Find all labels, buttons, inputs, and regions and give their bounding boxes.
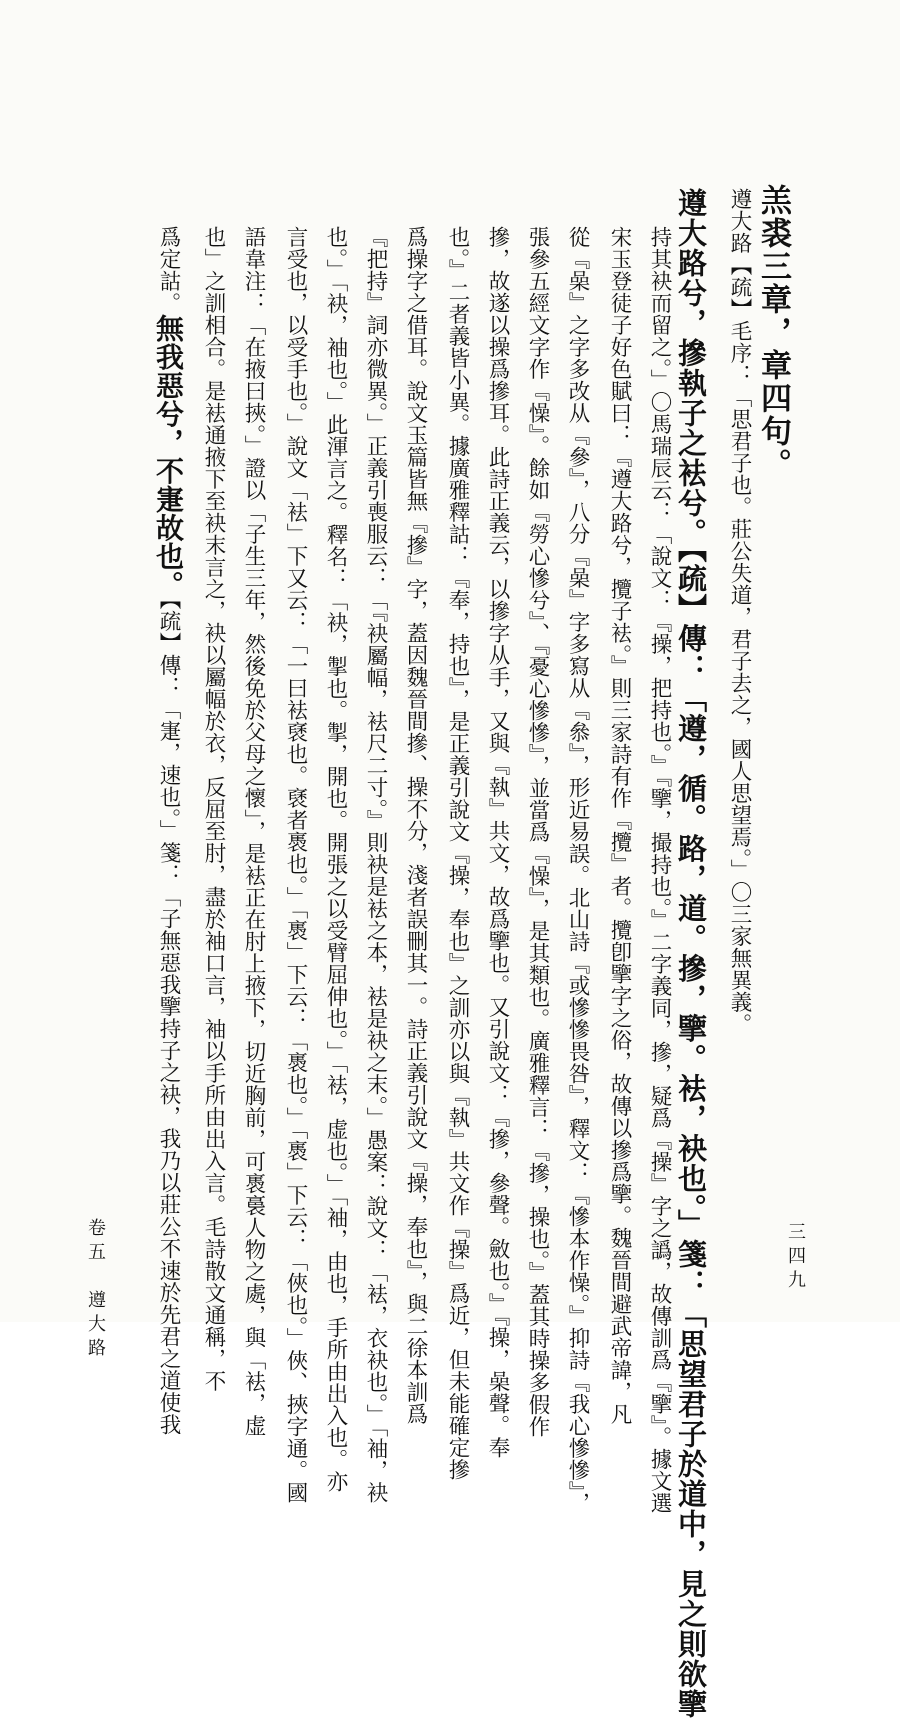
commentary-column-15: 也」之訓相合。是袪通掖下至袂末言之，袂以屬幅於衣，反屈至肘，盡於袖口言，袖以手所由出入言。毛詩散文通稱，不 [201,226,226,1392]
chapter-footer: 卷五 遵大路 [85,1218,106,1362]
commentary-column-14: 語韋注：「在掖曰挾。」證以「子生三年，然後免於父母之懷」，是袪正在肘上掖下，切近胸前，可褭裛人物之處，與「袪，虚 [241,226,266,1437]
commentary-fragment: 【疏】傳：「寁，速也。」箋：「子無惡我擥持子之袂，我乃以莊公不速於先君之道使我 [156,599,181,1436]
commentary-column-13: 言受也，以受手也。」說文「袪」下又云：「一曰袪褎也。褎者褭也。」「褭」下云：「褭也。」「褭」下云：「俠也。」俠、挾字通。國 [283,226,308,1504]
commentary-column-4: 持其袂而留之。」〇馬瑞辰云：「說文：『操，把持也。』『擥，撮持也。』二字義同，摻，疑爲『操』字之譌，故傳訓爲『擥』。據文選 [647,226,672,1515]
page-number: 三四九 [785,1222,806,1294]
commentary-fragment: 爲定詁。 [156,226,181,314]
poem-verse-2: 無我惡兮，不寁故也。 [152,314,185,599]
commentary-column-9: 也。』二者義皆小異。據廣雅釋詁：『奉，持也』，是正義引說文『操，奉也』之訓亦以與『執』共文作『操』爲近，但未能確定摻 [445,226,470,1481]
commentary-column-5: 宋玉登徒子好色賦曰：『遵大路兮，攬子袪。』則三家詩有作『攬』者。攬卽擥字之俗，故傳以摻爲擥。魏晉間避武帝諱，凡 [607,226,632,1426]
commentary-column-7: 張參五經文字作『懆』。餘如『勞心慘兮』、『憂心慘慘』，並當爲『懆』，是其類也。廣雅釋言：『摻，操也。』蓋其時操多假作 [525,226,550,1438]
commentary-column-10: 爲操字之借耳。說文玉篇皆無『摻』字，蓋因魏晉間摻、操不分，淺者誤刪其一。詩正義引說文『操，奉也』，與二徐本訓爲 [403,226,428,1426]
commentary-column-16 [152,226,185,1436]
section-heading: 羔裘三章，章四句。 [755,184,791,481]
commentary-column-12: 也。」「袂，袖也。」此渾言之。釋名：「袂，掣也。掣，開也。開張之以受臂屈伸也。」「袪，虚也。」「袖，由也，手所由出入也。亦 [323,226,348,1493]
poem-title-note: 遵大路【疏】毛序：「思君子也。莊公失道，君子去之，國人思望焉。」〇三家無異義。 [727,188,752,1036]
commentary-column-8: 摻，故遂以操爲摻耳。此詩正義云，以摻字从手，又與『執』共文，故爲擥也。又引說文：『摻，參聲。斂也。』『操，喿聲。奉 [485,226,510,1459]
commentary-column-11: 『把持』詞亦微異。」正義引喪服云：「『袂屬幅，袪尺二寸。』則袂是袪之本，袪是袂之末。」愚案：說文：「袪，衣袂也。」「袖，袂 [363,226,388,1504]
poem-verse-1: 遵大路兮，摻執子之袪兮。【疏】傳：「遵，循。路，道。摻，擥。袪，袂也。」箋：「思望君子於道中，見之則欲擥 [674,188,708,1719]
commentary-column-6: 從『喿』之字多改从『參』，八分『喿』字多寫从『叅』，形近易誤。北山詩『或慘慘畏咎』，釋文：『慘本作懆。』抑詩『我心慘慘』， [565,226,590,1515]
